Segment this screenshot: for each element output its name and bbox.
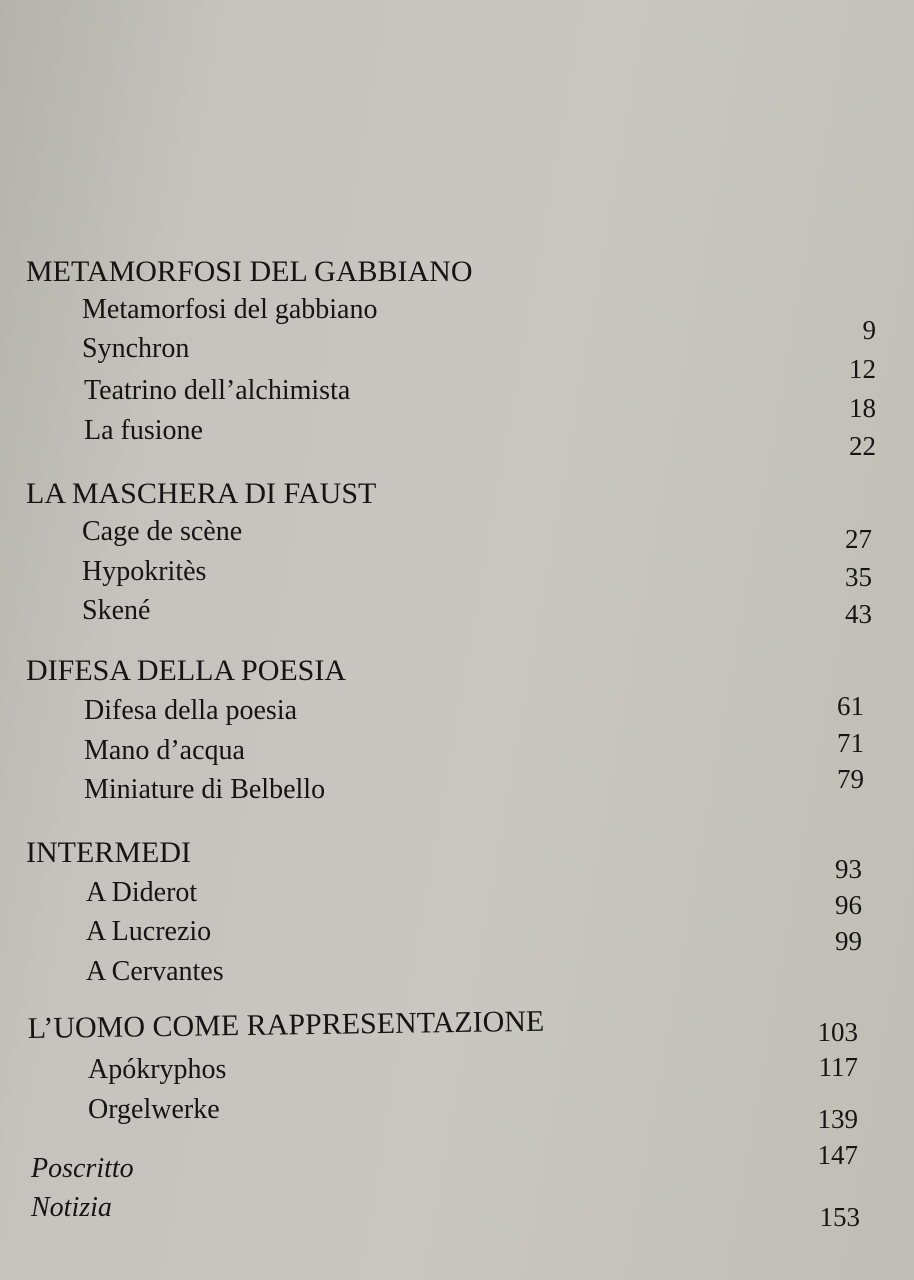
section-title: INTERMEDI [26,836,191,869]
page-number: 79 [837,764,864,794]
page-number: 12 [849,354,876,384]
page-number: 35 [845,562,872,592]
toc-entry: La fusione [84,415,203,446]
page-number: 22 [849,431,876,461]
toc-entry: Difesa della poesia [84,695,298,726]
page-number: 99 [835,926,862,956]
toc-entry: Skené [82,595,151,626]
toc-entry: Orgelwerke [88,1094,220,1125]
toc-entry: A Diderot [86,877,198,908]
toc-entry: Mano d’acqua [84,735,245,766]
section-title: LA MASCHERA DI FAUST [26,477,377,510]
toc-entry: Miniature di Belbello [84,774,326,805]
page-number: 147 [817,1140,858,1170]
toc-entry: A Cervantes [86,956,224,987]
page-number: 139 [817,1104,858,1134]
section-title: DIFESA DELLA POESIA [26,654,347,687]
page-number: 27 [845,524,872,554]
toc-entry-italic: Notizia [31,1192,112,1223]
page-number: 61 [837,691,864,721]
toc-entry: Teatrino dell’alchimista [84,375,351,406]
page-number: 9 [862,315,876,345]
page-number: 18 [849,393,876,423]
toc-entry: Apókryphos [88,1054,227,1085]
page-number: 43 [845,599,872,629]
page-number: 117 [818,1052,858,1082]
section-title: METAMORFOSI DEL GABBIANO [26,255,473,288]
toc-entry: Hypokritès [82,556,207,587]
section-title: L’UOMO COME RAPPRESENTAZIONE [27,1004,545,1045]
toc-entry-italic: Poscritto [31,1153,134,1184]
toc-entry: Metamorfosi del gabbiano [82,294,378,325]
page-number: 96 [835,890,862,920]
page-number: 103 [817,1017,858,1047]
page-number: 93 [835,854,862,884]
page-number: 71 [837,728,864,758]
page-number: 153 [819,1202,860,1232]
toc-entry: A Lucrezio [86,916,212,947]
toc-entry: Cage de scène [82,516,243,547]
toc-entry: Synchron [82,333,190,364]
